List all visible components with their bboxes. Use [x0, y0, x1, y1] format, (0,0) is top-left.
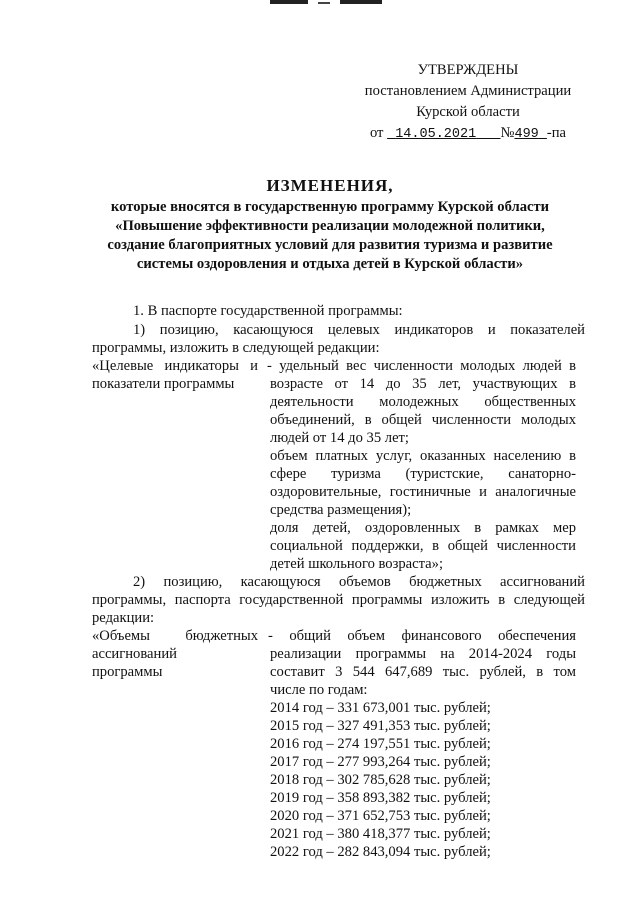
- row1-value-line: объединений, в общей численности молодых: [270, 412, 576, 428]
- year-funding-line: 2022 год – 282 843,094 тыс. рублей;: [270, 844, 491, 860]
- sub-item-1-line2: программы, изложить в следующей редакции:: [92, 340, 380, 356]
- year-funding-line: 2015 год – 327 491,353 тыс. рублей;: [270, 718, 491, 734]
- subtitle-line: создание благоприятных условий для развития туризма и развитие: [107, 237, 553, 253]
- year-funding-line: 2018 год – 302 785,628 тыс. рублей;: [270, 772, 491, 788]
- row2-label-line: программы: [92, 664, 163, 680]
- approval-region: Курской области: [416, 104, 520, 120]
- row1-value-line: оздоровительные, гостиничные и аналогичные: [270, 484, 576, 500]
- subtitle-line: системы оздоровления и отдыха детей в Курской области»: [136, 256, 524, 272]
- year-funding-line: 2014 год – 331 673,001 тыс. рублей;: [270, 700, 491, 716]
- number-suffix: -па: [546, 125, 567, 141]
- row2-value-line: числе по годам:: [270, 682, 368, 698]
- row1-value-line: людей от 14 до 35 лет;: [270, 430, 409, 446]
- row2-label-line: «Объемы бюджетных: [92, 628, 258, 644]
- year-funding-line: 2021 год – 380 418,377 тыс. рублей;: [270, 826, 491, 842]
- approval-title: УТВЕРЖДЕНЫ: [417, 62, 519, 78]
- number-prefix: №: [500, 125, 515, 141]
- subtitle-line: которые вносятся в государственную программу Курской области: [110, 199, 550, 215]
- row1-value-line: детей школьного возраста»;: [270, 556, 444, 572]
- document-heading: ИЗМЕНЕНИЯ,: [266, 176, 394, 195]
- row1-value-line: деятельности молодежных общественных: [270, 394, 576, 410]
- row1-value-line: доля детей, оздоровленных в рамках мер: [270, 520, 576, 536]
- approval-date-line: [340, 123, 596, 145]
- row2-value-line: реализации программы на 2014-2024 годы: [270, 646, 576, 662]
- row2-value-line: составит 3 544 647,689 тыс. рублей, в том: [270, 664, 576, 680]
- year-funding-line: 2017 год – 277 993,264 тыс. рублей;: [270, 754, 491, 770]
- row1-value-line: - удельный вес численности молодых людей в: [267, 358, 576, 374]
- year-funding-line: 2016 год – 274 197,551 тыс. рублей;: [270, 736, 491, 752]
- document-subtitle: [80, 198, 580, 274]
- approval-block: [340, 60, 596, 145]
- subtitle-line: «Повышение эффективности реализации молодежной политики,: [115, 218, 545, 234]
- sub-item-2-line1: 2) позицию, касающуюся объемов бюджетных ассигнований: [133, 574, 585, 590]
- year-funding-line: 2019 год – 358 893,382 тыс. рублей;: [270, 790, 491, 806]
- row2-value-line: - общий объем финансового обеспечения: [268, 628, 576, 644]
- row1-value-line: объем платных услуг, оказанных населению в: [270, 448, 576, 464]
- row1-value-line: социальной поддержки, в общей численности: [270, 538, 576, 554]
- row2-label-line: ассигнований: [92, 646, 177, 662]
- sub-item-2-line2: программы, паспорта государственной программы изложить в следующей: [92, 592, 585, 608]
- year-funding-line: 2020 год – 371 652,753 тыс. рублей;: [270, 808, 491, 824]
- approval-authority: постановлением Администрации: [364, 83, 572, 99]
- sub-item-1-line1: 1) позицию, касающуюся целевых индикаторов и показателей: [133, 322, 585, 338]
- row1-label-line: «Целевые индикаторы и: [92, 358, 258, 374]
- row1-value-line: сфере туризма (туристские, санаторно-: [270, 466, 576, 482]
- item-1: 1. В паспорте государственной программы:: [133, 303, 403, 319]
- scan-mark-icon: [270, 0, 382, 6]
- date-prefix: от: [369, 125, 384, 141]
- row1-value-line: возрасте от 14 до 35 лет, участвующих в: [270, 376, 576, 392]
- row1-value-line: средства размещения);: [270, 502, 412, 518]
- row1-label-line: показатели программы: [92, 376, 235, 392]
- approval-number: 499: [514, 127, 539, 142]
- sub-item-2-line3: редакции:: [92, 610, 155, 626]
- approval-date: 14.05.2021: [395, 127, 477, 142]
